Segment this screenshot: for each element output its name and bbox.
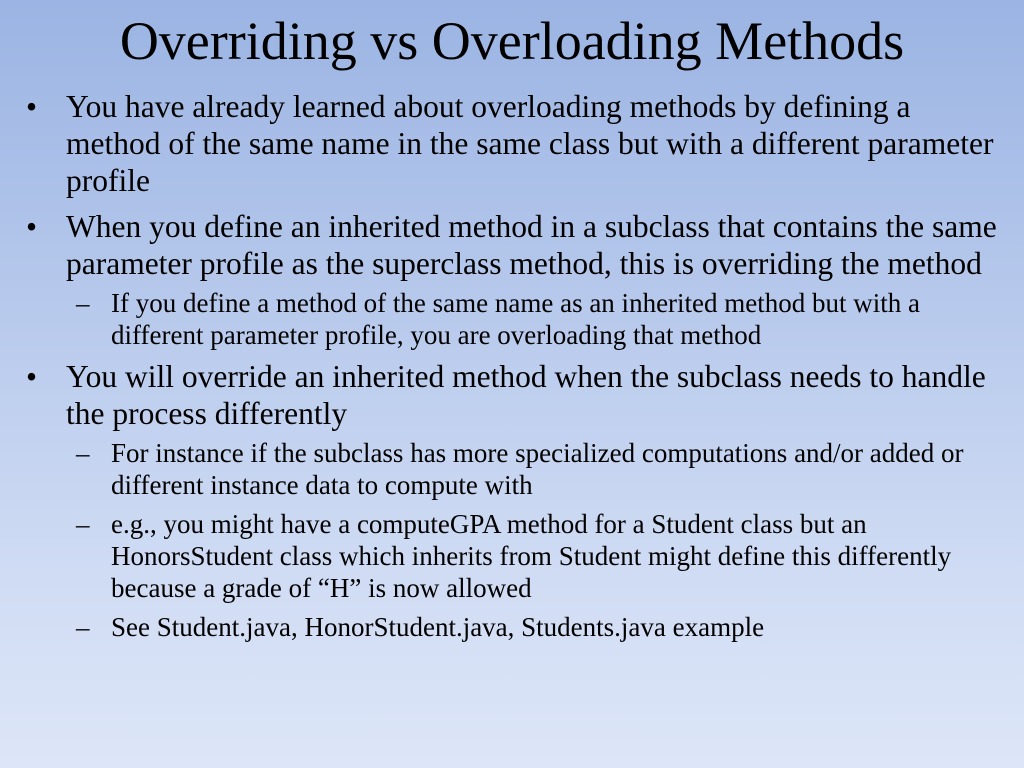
bullet-text: When you define an inherited method in a subclass that contains the same parameter profile as the superclass method, this is overriding the method bbox=[66, 209, 997, 281]
sub-bullet-text: See Student.java, HonorStudent.java, Students.java example bbox=[111, 612, 765, 642]
bullet-icon: • bbox=[26, 209, 38, 244]
slide-title: Overriding vs Overloading Methods bbox=[119, 11, 905, 71]
bullet-icon: • bbox=[26, 89, 38, 124]
bullet-text: You will override an inherited method when the subclass needs to handle the process differently bbox=[66, 359, 986, 431]
bullet-item bbox=[20, 88, 1005, 199]
dash-icon: – bbox=[76, 438, 90, 468]
dash-icon: – bbox=[76, 509, 90, 539]
sub-bullet-item bbox=[20, 437, 1005, 501]
bullet-text: You have already learned about overloading methods by defining a method of the same name in the same class but with a different parameter profile bbox=[66, 89, 994, 198]
bullet-item bbox=[20, 208, 1005, 282]
sub-bullet-item bbox=[20, 508, 1005, 604]
sub-bullet-text: e.g., you might have a computeGPA method for a Student class but an HonorsStudent class which inherits from Student might define this differently because a grade of “H” is now allowed bbox=[111, 509, 952, 603]
bullet-icon: • bbox=[26, 359, 38, 394]
dash-icon: – bbox=[76, 612, 90, 642]
dash-icon: – bbox=[76, 288, 90, 318]
sub-bullet-item bbox=[20, 611, 1005, 643]
sub-bullet-item bbox=[20, 287, 1005, 351]
bullet-item bbox=[20, 358, 1005, 432]
sub-bullet-text: For instance if the subclass has more specialized computations and/or added or different instance data to compute with bbox=[111, 438, 964, 500]
sub-bullet-text: If you define a method of the same name as an inherited method but with a different parameter profile, you are overloading that method bbox=[111, 288, 920, 350]
slide-content bbox=[20, 88, 1005, 650]
